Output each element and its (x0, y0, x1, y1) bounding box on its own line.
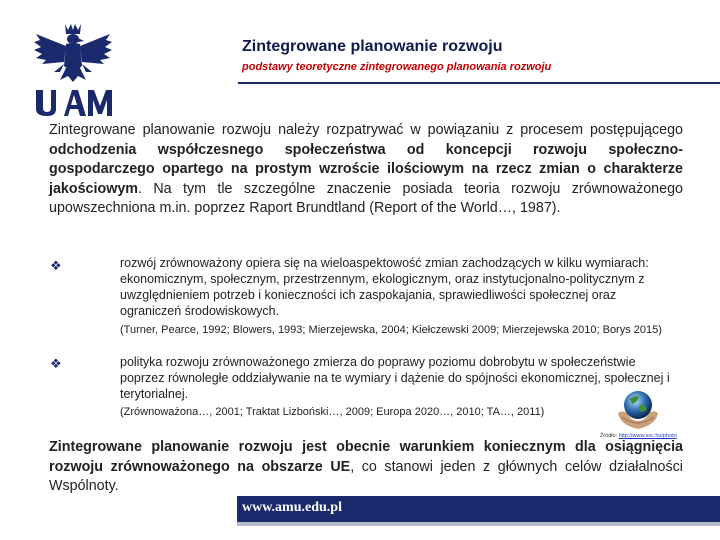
slide-subtitle: podstawy teoretyczne zintegrowanego planowania rozwoju (242, 61, 552, 73)
slide-title: Zintegrowane planowanie rozwoju (242, 38, 503, 55)
footer-shadow (237, 522, 720, 526)
intro-text-start: Zintegrowane planowanie rozwoju należy rozpatrywać w powiązaniu z procesem postępującego (49, 122, 683, 138)
conclusion-text-end: , co stanowi jeden z głównych celów działalności Wspólnoty. (49, 458, 683, 494)
bullet-citation-2: (Zrównoważona…, 2001; Traktat Lizboński…, 2009; Europa 2020…, 2010; TA…, 2011) (120, 406, 545, 418)
uam-letters (36, 90, 112, 116)
bullet-text-2: polityka rozwoju zrównoważonego zmierza do poprawy poziomu dobrobytu w społeczeństwie poprzez równoległe oddziaływanie na te wymiary i dążenie do spójności ekonomicznej, społecznej i terytorialnej. (120, 355, 670, 401)
diamond-bullet-icon: ❖ (50, 356, 62, 371)
footer-url[interactable]: www.amu.edu.pl (242, 500, 342, 515)
intro-paragraph (49, 121, 683, 219)
bullet-citation-1: (Turner, Pearce, 1992; Blowers, 1993; Mierzejewska, 2004; Kiełczewski 2009; Mierzejewska 2010; Borys 2015) (120, 324, 662, 336)
uam-logo (30, 18, 116, 118)
bullet-text-1: rozwój zrównoważony opiera się na wieloaspektowość zmian zachodzących w kilku wymiarach: ekonomicznym, społecznym, przestrzennym, ekologicznym, oraz instytucjonalno-politycznym z uwzględnieniem potrzeb i konieczności ich zaspokajania, sprawiedliwości społecznej oraz ograniczeń środowiskowych. (120, 256, 649, 318)
header-divider (238, 82, 720, 84)
conclusion-paragraph (49, 438, 683, 497)
eagle-emblem (34, 24, 112, 82)
image-credit-link[interactable]: http://www.sxc.hu/photo (618, 433, 677, 439)
intro-bold-text: odchodzenia współczesnego społeczeństwa od koncepcji rozwoju społeczno-gospodarczego opartego na prostym wzroście ilościowym na rzecz zmian o charakterze jakościowym (49, 141, 683, 197)
globe-in-hands-image (612, 387, 664, 431)
conclusion-bold-text: Zintegrowane planowanie rozwoju jest obecnie warunkiem koniecznym dla osiągnięcia rozwoju zrównoważonego na obszarze UE (49, 439, 683, 475)
intro-text-end: . Na tym tle szczególne znaczenie posiada teoria rozwoju zrównoważonego upowszechniona m.in. poprzez Raport Brundtland (Report of the World…, 1987). (49, 180, 683, 216)
image-credit-prefix: Źródło: (600, 433, 619, 439)
diamond-bullet-icon: ❖ (50, 258, 62, 273)
